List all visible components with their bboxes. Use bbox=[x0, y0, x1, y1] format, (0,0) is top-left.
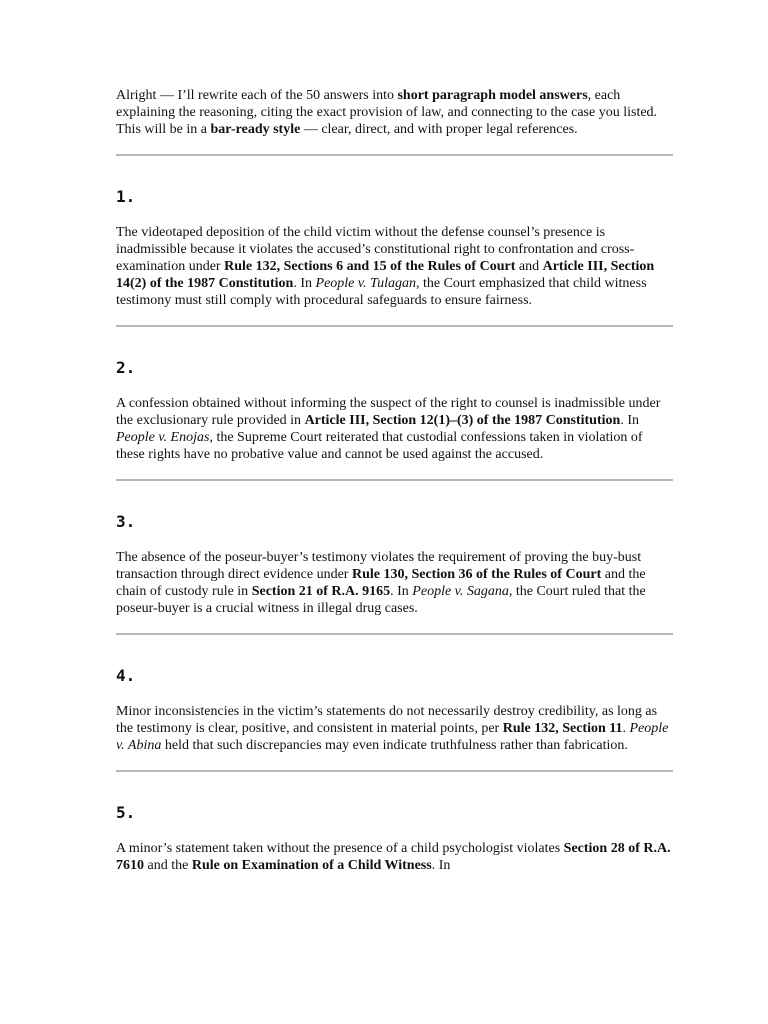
legal-citation: Article III, Section 12(1)–(3) of the 1987 Constitution bbox=[304, 413, 621, 428]
answer-text: held that such discrepancies may even indicate truthfulness rather than fabrication. bbox=[161, 738, 628, 753]
answer-item bbox=[116, 358, 673, 481]
legal-citation: Section 21 of R.A. 9165 bbox=[251, 584, 391, 599]
answer-text: , the Court ruled that the poseur-buyer is a crucial witness in illegal drug cases. bbox=[116, 584, 646, 616]
intro bbox=[116, 87, 673, 138]
answer-text: . In bbox=[620, 413, 639, 428]
answer-number: 2. bbox=[116, 358, 136, 377]
legal-citation: Rule 132, Sections 6 and 15 of the Rules of Court bbox=[224, 259, 516, 274]
answer-text: A minor’s statement taken without the presence of a child psychologist violates bbox=[116, 841, 564, 856]
answer-text: Minor inconsistencies in the victim’s statements do not necessarily destroy credibility, as long as the testimony is clear, positive, and consistent in material points, per bbox=[116, 704, 658, 736]
answer-text: and the bbox=[144, 858, 192, 873]
legal-citation: Rule on Examination of a Child Witness bbox=[191, 858, 432, 873]
legal-citation: Article III, Section 14(2) of the 1987 Constitution bbox=[116, 259, 655, 291]
answer-text: The absence of the poseur-buyer’s testimony violates the requirement of proving the buy-bust transaction through direct evidence under bbox=[116, 550, 642, 582]
answer-paragraph bbox=[116, 224, 673, 309]
answer-item bbox=[116, 187, 673, 327]
case-name: People v. Abina bbox=[116, 721, 669, 753]
intro-paragraph-1 bbox=[116, 87, 673, 121]
answer-item bbox=[116, 666, 673, 772]
answer-number: 3. bbox=[116, 512, 136, 531]
case-name: People v. Enojas bbox=[116, 430, 210, 445]
answer-text: . bbox=[622, 721, 630, 736]
answer-text: . In bbox=[293, 276, 316, 291]
intro-text: , each explaining the reasoning, citing the exact provision of law, and connecting to the case you listed. bbox=[116, 88, 658, 120]
answer-paragraph bbox=[116, 549, 673, 617]
intro-text: Alright — I’ll rewrite each of the 50 answers into bbox=[116, 88, 398, 103]
answer-text: . In bbox=[431, 858, 451, 873]
answer-text: , the Supreme Court reiterated that custodial confessions taken in violation of these rights have no probative value and cannot be used against the accused. bbox=[116, 430, 643, 462]
answer-paragraph bbox=[116, 395, 673, 463]
answer-list bbox=[116, 187, 673, 874]
answer-text: A confession obtained without informing the suspect of the right to counsel is inadmissible under the exclusionary rule provided in bbox=[116, 396, 661, 428]
answer-number: 5. bbox=[116, 803, 136, 822]
intro-text: — clear, direct, and with proper legal references. bbox=[300, 122, 578, 137]
answer-text: and bbox=[515, 259, 543, 274]
intro-paragraph-2 bbox=[116, 121, 673, 138]
divider bbox=[116, 325, 673, 327]
divider bbox=[116, 770, 673, 772]
answer-number: 1. bbox=[116, 187, 136, 206]
legal-citation: Rule 130, Section 36 of the Rules of Court bbox=[351, 567, 602, 582]
legal-citation: Rule 132, Section 11 bbox=[502, 721, 623, 736]
divider bbox=[116, 479, 673, 481]
divider bbox=[116, 154, 673, 156]
answer-text: . In bbox=[390, 584, 413, 599]
answer-text: The videotaped deposition of the child victim without the defense counsel’s presence is inadmissible because it violates the accused’s constitutional right to confrontation and cross-examination under bbox=[116, 225, 635, 274]
answer-text: and the chain of custody rule in bbox=[116, 567, 646, 599]
answer-paragraph bbox=[116, 840, 673, 874]
intro-bold: bar-ready style bbox=[210, 122, 301, 137]
answer-item bbox=[116, 512, 673, 635]
divider bbox=[116, 633, 673, 635]
intro-text: This will be in a bbox=[116, 122, 211, 137]
answer-item bbox=[116, 803, 673, 874]
legal-citation: Section 28 of R.A. 7610 bbox=[116, 841, 671, 873]
case-name: People v. Tulagan bbox=[315, 276, 416, 291]
answer-text: , the Court emphasized that child witness testimony must still comply with procedural safeguards to ensure fairness. bbox=[116, 276, 647, 308]
case-name: People v. Sagana bbox=[412, 584, 509, 599]
document-page bbox=[116, 87, 673, 874]
answer-number: 4. bbox=[116, 666, 136, 685]
answer-paragraph bbox=[116, 703, 673, 754]
intro-bold: short paragraph model answers bbox=[397, 88, 588, 103]
